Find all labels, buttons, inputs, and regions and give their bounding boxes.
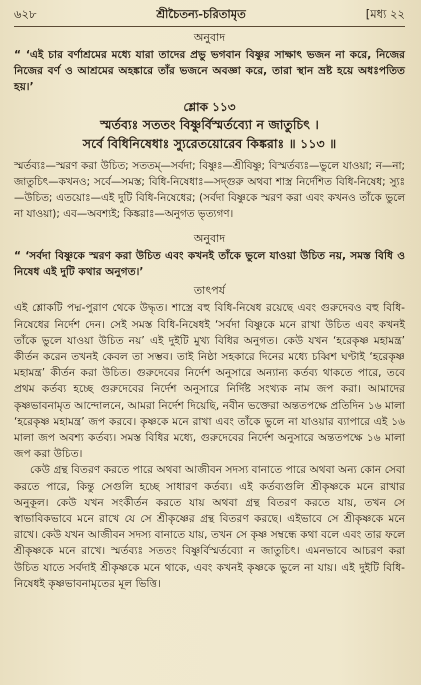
purport-paragraph-2: কেউ গ্রন্থ বিতরণ করতে পারে অথবা আজীবন সদস্য বানাতে পারে অথবা অন্য কোন সেবা করতে পারে, কিন্তু সেগুলি হচ্ছে সাধারণ কর্তব্য। এই কর্তব্যগুলি শ্রীকৃষ্ণকে মনে রাখার অনুকূল। কেউ যখন সংকীর্তন করতে যায় অথবা গ্রন্থ বিতরণ করতে যায়, তখন সে স্বাভাবিকভাবে মনে রাখে যে সে শ্রীকৃষ্ণের গ্রন্থ বিতরণ করছে। এইভাবে সে শ্রীকৃষ্ণকে মনে রাখে। কেউ যখন আজীবন সদস্য বানাতে যায়, তখন সে কৃষ্ণ সম্বন্ধে কথা বলে এবং তার ফলে শ্রীকৃষ্ণকে মনে রাখে। স্মর্তব্যঃ সততং বিষ্ণুর্বিস্মর্তব্যো ন জাতুচিৎ। এমনভাবে আচরণ করা উচিত যাতে সর্বদাই শ্রীকৃষ্ণকে মনে থাকে, এবং কখনই কৃষ্ণকে ভুলে না যায়। এই দুইটি বিধি-নিষেধই কৃষ্ণভাবনামৃতের মূল ভিত্তি। xyxy=(14,464,405,590)
page-number: ৬২৮ xyxy=(14,6,37,21)
verse-line-2: সর্বে বিধিনিষেধাঃ স্যুরেতয়োরেব কিঙ্করাঃ ॥ ১১৩ ॥ xyxy=(82,135,337,151)
translation-heading-2: অনুবাদ xyxy=(193,232,226,245)
verse-number: শ্লোক ১১৩ xyxy=(183,99,236,114)
translation-heading: অনুবাদ xyxy=(193,31,226,44)
book-title: শ্রীচৈতন্য-চরিতামৃত xyxy=(156,6,246,21)
purport-paragraph-1: এই শ্লোকটি পদ্ম-পুরাণ থেকে উদ্ধৃত। শাস্ত্রে বহু বিধি-নিষেধ রয়েছে এবং গুরুদেবও বহু বিধি-নিষেধের নির্দেশ দেন। সেই সমস্ত বিধি-নিষেধই ‘সর্বদা বিষ্ণুকে মনে রাখা উচিত এবং কখনই তাঁকে ভুলে যাওয়া উচিত নয়’ এই দুইটি মুখ্য বিধির অনুগত। কেউ যখন ‘হরেকৃষ্ণ মহামন্ত্র’ কীর্তন করেন তখনই কেবল তা সম্ভব। তাই নিষ্ঠা সহকারে দিনের মধ্যে চব্বিশ ঘণ্টাই ‘হরেকৃষ্ণ মহামন্ত্র’ কীর্তন করা উচিত। গুরুদেবের নির্দেশ অনুসারে অন্যান্য কর্তব্য থাকতে পারে, তবে প্রথম কর্তব্য হচ্ছে গুরুদেবের নির্দেশ অনুসারে নির্দিষ্ট সংখ্যক নাম জপ করা। আমাদের কৃষ্ণভাবনামৃত আন্দোলনে, আমরা নির্দেশ দিয়েছি, নবীন ভক্তেরা অন্ততপক্ষে প্রতিদিন ১৬ মালা ‘হরেকৃষ্ণ মহামন্ত্র’ জপ করবে। কৃষ্ণকে মনে রাখা এবং তাঁকে ভুলে না যাওয়ার ব্যাপারে এই ১৬ মালা জপ অবশ্য কর্তব্য। সমস্ত বিধির মধ্যে, গুরুদেবের নির্দেশ অনুসারে অন্ততপক্ষে ১৬ মালা জপ করা উচিত। xyxy=(14,302,405,461)
translation-text: “ ‘এই চার বর্ণাশ্রমের মধ্যে যারা তাদের প্রভু ভগবান বিষ্ণুর সাক্ষাৎ ভজন না করে, নিজের নিজের বর্ণ ও আশ্রমের অহঙ্কারে তাঁর ভজনে অবজ্ঞা করে, তারা স্থান ভ্রষ্ট হয়ে অধঃপতিত হয়।’ xyxy=(14,49,405,94)
synonyms-text: স্মর্তব্যঃ—স্মরণ করা উচিত; সততম্—সর্বদা; বিষ্ণুঃ—শ্রীবিষ্ণু; বিস্মর্তব্যঃ—ভুলে যাওয়া; ন—না; জাতুচিৎ—কখনও; সর্বে—সমস্ত; বিধি-নিষেধাঃ—সদ্গুরু অথবা শাস্ত্র নির্দেশিত বিধি-নিষেধ; স্যুঃ—উচিত; এতয়োঃ—এই দুটি বিধি-নিষেধের; (সর্বদা বিষ্ণুকে স্মরণ করা এবং কখনও তাঁকে ভুলে না যাওয়া); এব—অবশ্যই; কিঙ্করাঃ—অনুগত ভৃত্যগণ। xyxy=(14,159,405,220)
page-header xyxy=(14,6,405,27)
purport-heading: তাৎপর্য xyxy=(193,284,226,298)
translation-text-2: “ ‘সর্বদা বিষ্ণুকে স্মরণ করা উচিত এবং কখনই তাঁকে ভুলে যাওয়া উচিত নয়, সমস্ত বিধি ও নিষেধ এই দুটি কথার অনুগত।’ xyxy=(14,250,405,279)
chapter-label: [মধ্য ২২ xyxy=(365,6,405,21)
verse-line-1: স্মর্তব্যঃ সততং বিষ্ণুর্বিস্মর্তব্যো ন জাতুচিৎ । xyxy=(100,116,319,132)
